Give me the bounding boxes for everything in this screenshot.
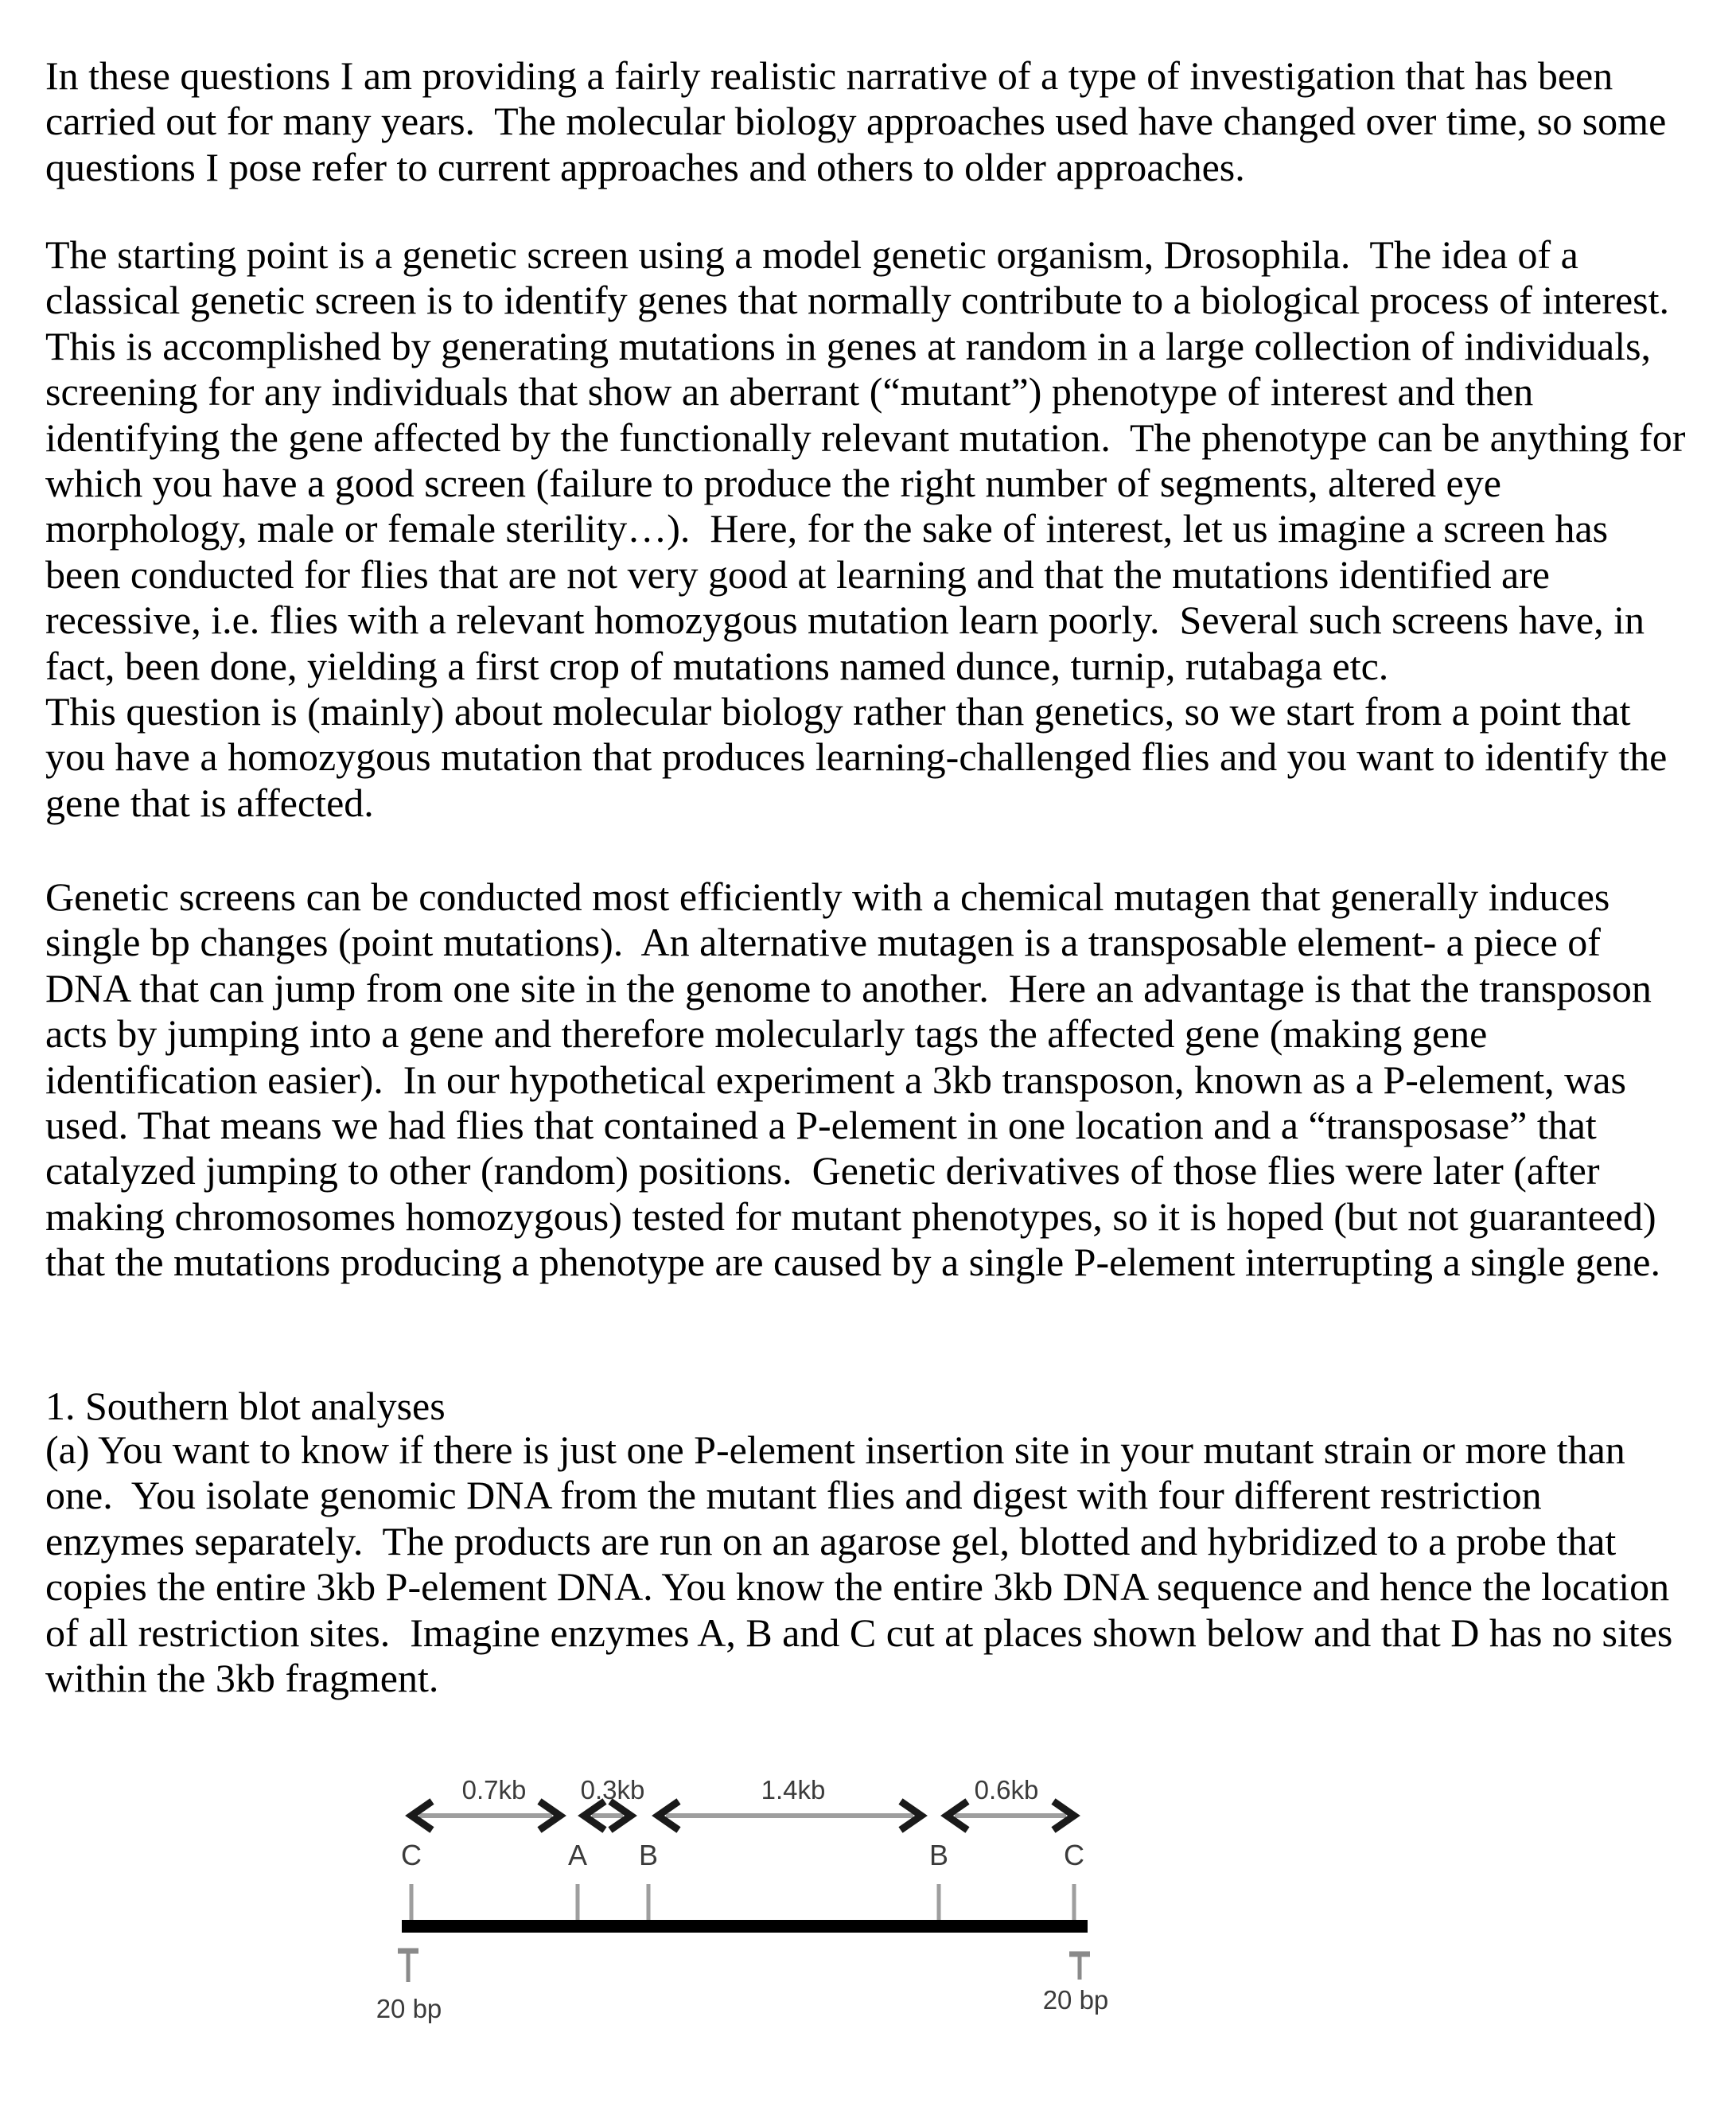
text-line: which you have a good screen (failure to produce the right number of segments, altered eye	[45, 461, 1501, 506]
text-line: gene that is affected.	[45, 780, 374, 825]
cut-site-ticks	[411, 1884, 1074, 1920]
enzyme-site-c-left: C	[401, 1839, 422, 1871]
text-line: identification easier). In our hypothetical experiment a 3kb transposon, known as a P-element, was	[45, 1057, 1626, 1102]
text-line: questions I pose refer to current approaches and others to older approaches.	[45, 144, 1245, 189]
text-line: This question is (mainly) about molecular biology rather than genetics, so we start from a point that	[45, 689, 1631, 734]
question-a-paragraph	[45, 1427, 1672, 1701]
transposon-paragraph	[45, 874, 1660, 1286]
text-line: used. That means we had flies that contained a P-element in one location and a “transposase” that	[45, 1103, 1597, 1148]
genetic-screen-paragraph	[45, 232, 1685, 826]
terminal-repeat-left-icon	[398, 1951, 418, 1982]
text-line: classical genetic screen is to identify genes that normally contribute to a biological process of interest.	[45, 278, 1670, 323]
text-line: identifying the gene affected by the functionally relevant mutation. The phenotype can be anything for	[45, 415, 1686, 460]
restriction-map-figure	[0, 1735, 1736, 2118]
distance-label-0-3kb: 0.3kb	[580, 1775, 645, 1805]
p-element-bar	[402, 1920, 1088, 1933]
text-line: acts by jumping into a gene and therefore molecularly tags the affected gene (making gene	[45, 1011, 1488, 1057]
heading-text: 1. Southern blot analyses	[45, 1384, 446, 1428]
text-line: Genetic screens can be conducted most efficiently with a chemical mutagen that generally induces	[45, 874, 1610, 919]
text-line: you have a homozygous mutation that produces learning-challenged flies and you want to identify the	[45, 734, 1668, 780]
text-line: This is accomplished by generating mutations in genes at random in a large collection of individuals,	[45, 323, 1652, 368]
text-line: one. You isolate genomic DNA from the mutant flies and digest with four different restriction	[45, 1473, 1542, 1518]
distance-label-0-6kb: 0.6kb	[974, 1775, 1039, 1805]
end-label-20bp-left: 20 bp	[376, 1994, 442, 2023]
text-line: within the 3kb fragment.	[45, 1656, 439, 1701]
distance-label-1-4kb: 1.4kb	[761, 1775, 826, 1805]
text-line: single bp changes (point mutations). An alternative mutagen is a transposable element- a piece of	[45, 920, 1601, 965]
text-line: fact, been done, yielding a first crop of mutations named dunce, turnip, rutabaga etc.	[45, 643, 1389, 688]
intro-paragraph	[45, 53, 1666, 190]
text-line: In these questions I am providing a fairly realistic narrative of a type of investigation that has been	[45, 53, 1613, 98]
text-line: been conducted for flies that are not very good at learning and that the mutations identified are	[45, 551, 1550, 597]
enzyme-site-c-right: C	[1064, 1839, 1084, 1871]
end-label-20bp-right: 20 bp	[1042, 1985, 1109, 2015]
restriction-map-graphic	[0, 1735, 1736, 2118]
text-line: copies the entire 3kb P-element DNA. You know the entire 3kb DNA sequence and hence the location	[45, 1564, 1670, 1610]
text-line: catalyzed jumping to other (random) positions. Genetic derivatives of those flies were later (after	[45, 1148, 1600, 1193]
enzyme-site-b-left: B	[638, 1839, 659, 1871]
text-line: recessive, i.e. flies with a relevant homozygous mutation learn poorly. Several such screens have, in	[45, 598, 1645, 643]
enzyme-site-b-right: B	[928, 1839, 949, 1871]
text-line: making chromosomes homozygous) tested for mutant phenotypes, so it is hoped (but not guaranteed)	[45, 1193, 1656, 1239]
terminal-repeat-right-icon	[1069, 1954, 1090, 1980]
text-line: screening for any individuals that show an aberrant (“mutant”) phenotype of interest and then	[45, 369, 1534, 415]
text-line: carried out for many years. The molecular biology approaches used have changed over time, so some	[45, 99, 1667, 144]
section-heading	[45, 1384, 446, 1429]
text-line: (a) You want to know if there is just one P-element insertion site in your mutant strain or more than	[45, 1427, 1625, 1472]
text-line: DNA that can jump from one site in the genome to another. Here an advantage is that the transposon	[45, 965, 1652, 1010]
text-line: enzymes separately. The products are run on an agarose gel, blotted and hybridized to a probe that	[45, 1518, 1617, 1563]
text-line: morphology, male or female sterility…). Here, for the sake of interest, let us imagine a screen has	[45, 506, 1609, 551]
text-line: The starting point is a genetic screen using a model genetic organism, Drosophila. The idea of a	[45, 232, 1578, 277]
enzyme-site-a: A	[567, 1839, 588, 1871]
text-line: that the mutations producing a phenotype are caused by a single P-element interrupting a single gene.	[45, 1240, 1660, 1285]
text-line: of all restriction sites. Imagine enzymes A, B and C cut at places shown below and that D has no sites	[45, 1610, 1673, 1655]
distance-label-0-7kb: 0.7kb	[461, 1775, 527, 1805]
